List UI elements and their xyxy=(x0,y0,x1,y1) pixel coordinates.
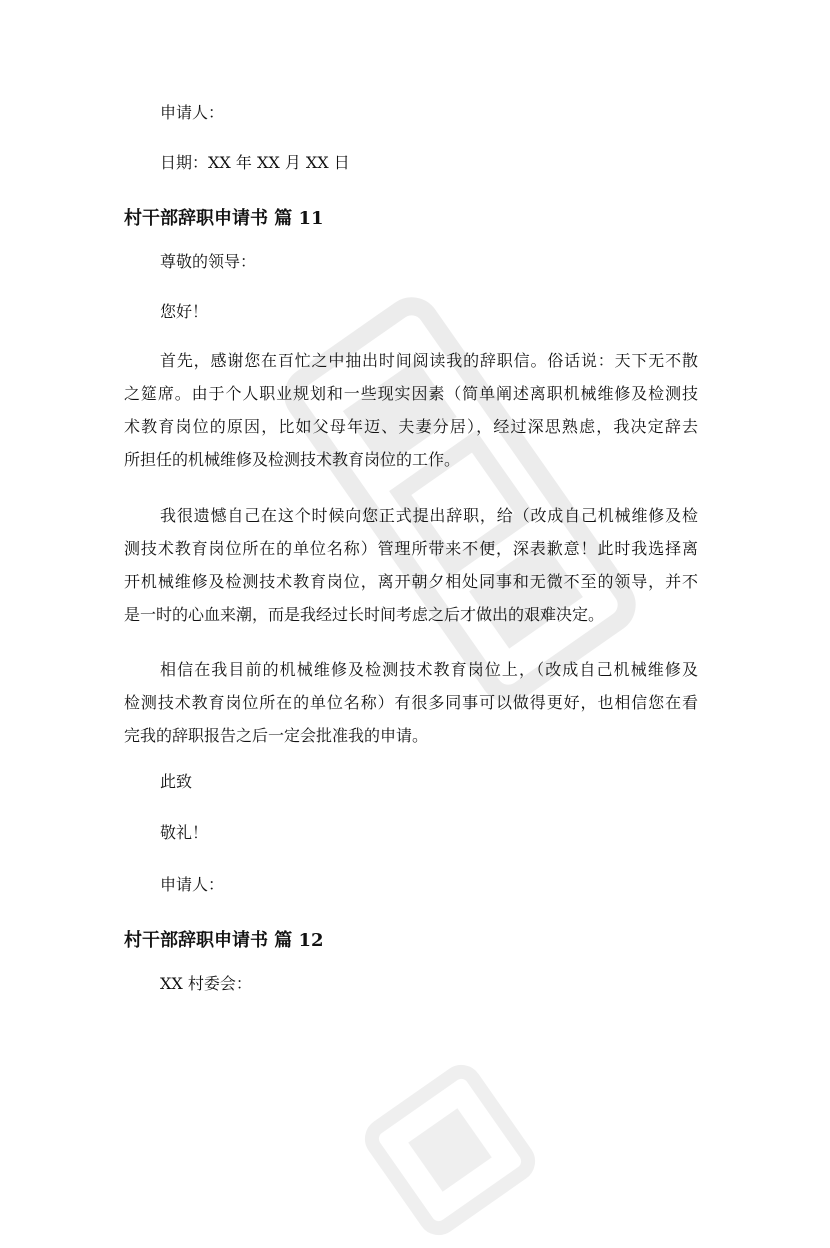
paragraph-line: 检测技术教育岗位所在的单位名称）有很多同事可以做得更好，也相信您在看 xyxy=(124,693,698,712)
section-11-paragraph-2 xyxy=(124,499,698,631)
paragraph-line: 开机械维修及检测技术教育岗位，离开朝夕相处同事和无微不至的领导，并不 xyxy=(124,572,698,591)
section-12-heading: 村干部辞职申请书 篇 12 xyxy=(124,930,324,951)
paragraph-line: 术教育岗位的原因，比如父母年迈、夫妻分居），经过深思熟虑，我决定辞去 xyxy=(124,417,698,436)
section-11-heading: 村干部辞职申请书 篇 11 xyxy=(124,208,324,229)
paragraph-line: 首先，感谢您在百忙之中抽出时间阅读我的辞职信。俗话说：天下无不散 xyxy=(160,351,698,370)
paragraph-line: 我很遗憾自己在这个时候向您正式提出辞职，给（改成自己机械维修及检 xyxy=(160,506,698,525)
section-11-closing-1: 此致 xyxy=(160,772,193,791)
paragraph-line: 所担任的机械维修及检测技术教育岗位的工作。 xyxy=(124,450,461,469)
paragraph-line: 是一时的心血来潮，而是我经过长时间考虑之后才做出的艰难决定。 xyxy=(124,605,605,624)
section-11-greeting: 您好！ xyxy=(160,302,209,321)
section-11-paragraph-3 xyxy=(124,653,698,752)
paragraph-line: 测技术教育岗位所在的单位名称）管理所带来不便，深表歉意！此时我选择离 xyxy=(124,539,698,558)
section-11-applicant: 申请人： xyxy=(160,875,225,894)
paragraph-line: 完我的辞职报告之后一定会批准我的申请。 xyxy=(124,726,429,745)
paragraph-line: 相信在我目前的机械维修及检测技术教育岗位上，（改成自己机械维修及 xyxy=(160,660,698,679)
section-11-paragraph-1 xyxy=(124,344,698,476)
section-11-closing-2: 敬礼！ xyxy=(160,823,209,842)
prev-date-line: 日期：XX 年 XX 月 XX 日 xyxy=(160,153,350,172)
watermark-logo-partial xyxy=(353,1053,548,1248)
prev-applicant-line: 申请人： xyxy=(160,103,225,122)
paragraph-line: 之筵席。由于个人职业规划和一些现实因素（简单阐述离职机械维修及检测技 xyxy=(124,384,698,403)
section-12-salutation: XX 村委会： xyxy=(160,974,252,993)
section-11-salutation: 尊敬的领导： xyxy=(160,252,257,271)
